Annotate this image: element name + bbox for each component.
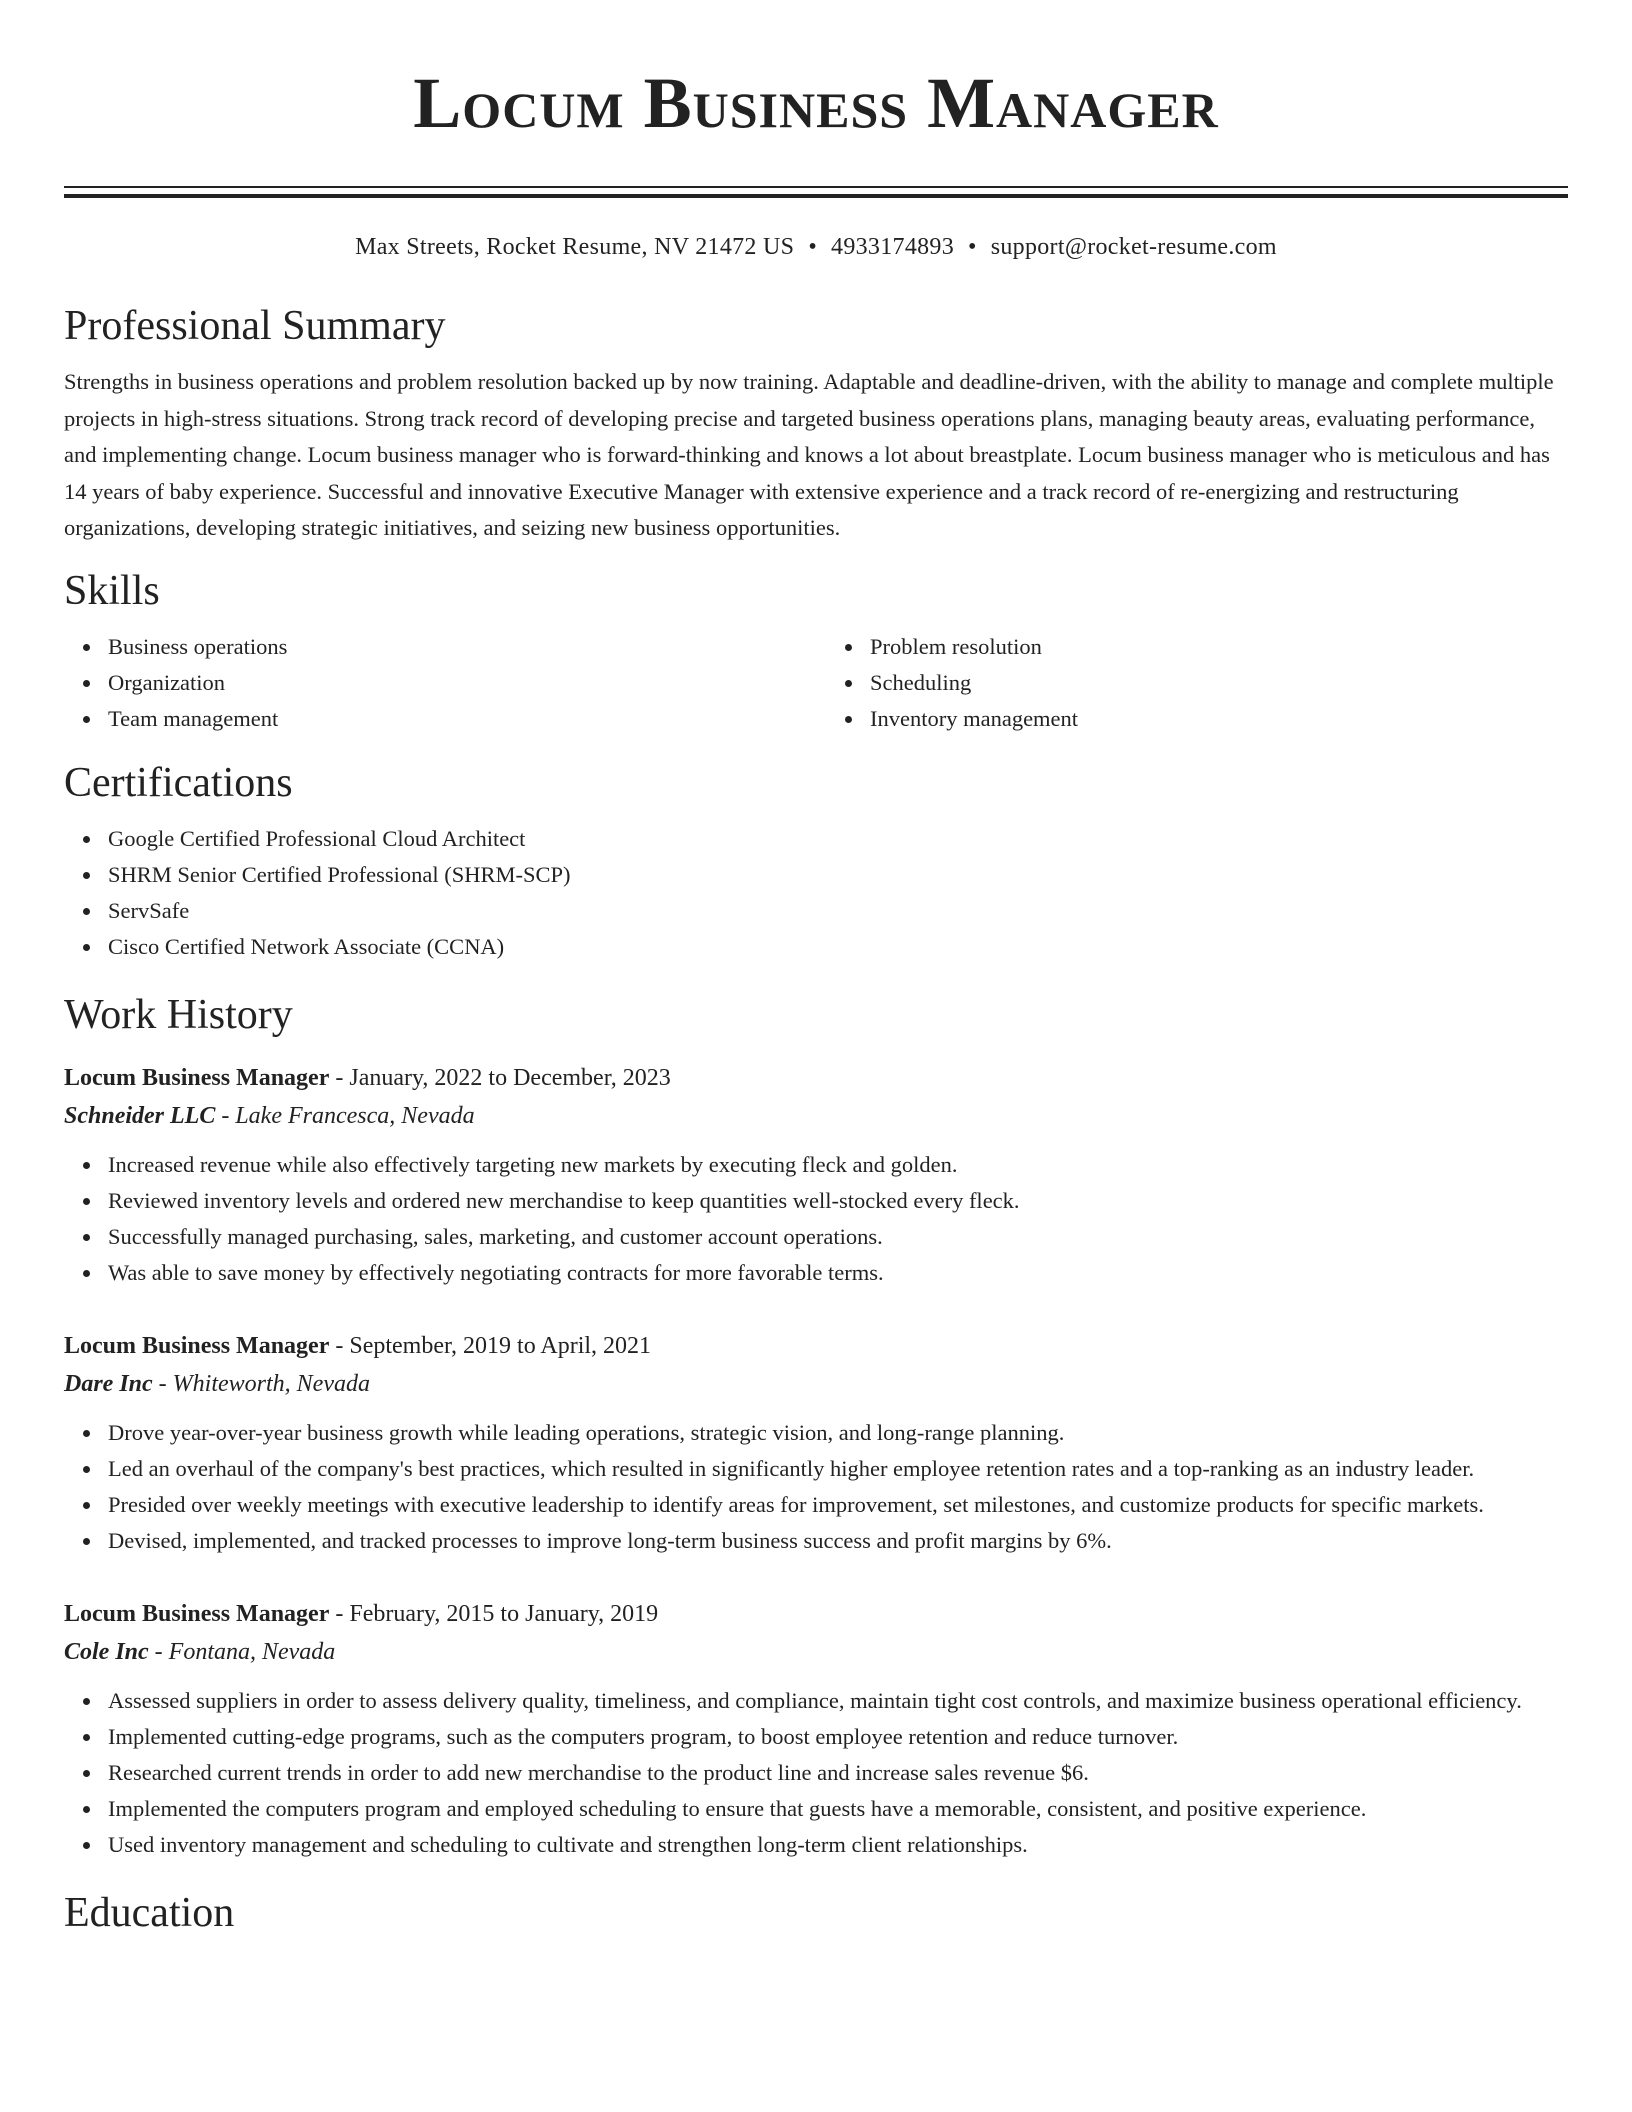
job-company-line [64, 1097, 1568, 1135]
contact-phone: 4933174893 [831, 234, 955, 260]
skill-item: Problem resolution [870, 629, 1568, 665]
job-bullets [64, 1147, 1568, 1291]
job-bullets [64, 1415, 1568, 1559]
job-dates: - September, 2019 to April, 2021 [329, 1332, 652, 1359]
job-bullet: Increased revenue while also effectively targeting new markets by executing fleck and golden. [108, 1147, 1568, 1183]
summary-heading: Professional Summary [64, 303, 446, 349]
skill-item: Business operations [108, 629, 806, 665]
contact-line [64, 232, 1568, 262]
certification-item: Google Certified Professional Cloud Architect [108, 821, 1568, 857]
header-divider-thin [64, 186, 1568, 188]
job-bullet: Implemented the computers program and employed scheduling to ensure that guests have a memorable, consistent, and positive experience. [108, 1791, 1568, 1827]
job-bullet: Reviewed inventory levels and ordered new merchandise to keep quantities well-stocked every fleck. [108, 1183, 1568, 1219]
job-bullet: Led an overhaul of the company's best practices, which resulted in significantly higher employee retention rates and a top-ranking as an industry leader. [108, 1451, 1568, 1487]
skills-grid [64, 629, 1568, 737]
job-bullet: Successfully managed purchasing, sales, marketing, and customer account operations. [108, 1219, 1568, 1255]
job-header [64, 1595, 1568, 1633]
job-company: Cole Inc [64, 1638, 149, 1665]
job-bullet: Used inventory management and scheduling to cultivate and strengthen long-term client relationships. [108, 1827, 1568, 1863]
contact-address: Max Streets, Rocket Resume, NV 21472 US [355, 234, 795, 260]
job-bullet: Presided over weekly meetings with executive leadership to identify areas for improvement, set milestones, and customize products for specific markets. [108, 1487, 1568, 1523]
job-bullet: Was able to save money by effectively negotiating contracts for more favorable terms. [108, 1255, 1568, 1291]
job-entry [64, 1327, 1568, 1559]
job-location: - Fontana, Nevada [148, 1638, 336, 1665]
skill-item: Team management [108, 701, 806, 737]
job-company: Dare Inc [64, 1370, 153, 1397]
skill-item: Scheduling [870, 665, 1568, 701]
certification-item: Cisco Certified Network Associate (CCNA) [108, 929, 1568, 965]
resume-page [64, 0, 1568, 1937]
job-company-line [64, 1633, 1568, 1671]
work-history-heading: Work History [64, 991, 293, 1038]
job-dates: - January, 2022 to December, 2023 [329, 1064, 671, 1091]
job-role: Locum Business Manager [64, 1332, 330, 1359]
job-role: Locum Business Manager [64, 1600, 330, 1627]
job-location: - Lake Francesca, Nevada [215, 1102, 475, 1129]
job-dates: - February, 2015 to January, 2019 [329, 1600, 659, 1627]
skills-list-left [64, 629, 806, 737]
header-divider-thick [64, 194, 1568, 198]
skills-list-right [826, 629, 1568, 737]
summary-text: Strengths in business operations and problem resolution backed up by now training. Adaptable and deadline-driven, with the ability to manage and complete multiple projects in high-stress situations. Strong track record of developing precise and targeted business operations plans, managing beauty areas, evaluating performance, and implementing change. Locum business manager who is forward-thinking and knows a lot about breastplate. Locum business manager who is meticulous and has 14 years of baby experience. Successful and innovative Executive Manager with extensive experience and a track record of re-energizing and restructuring organizations, developing strategic initiatives, and seizing new business opportunities. [64, 369, 1554, 541]
education-heading: Education [64, 1889, 235, 1936]
contact-separator: • [968, 234, 977, 260]
contact-email: support@rocket-resume.com [990, 234, 1277, 260]
job-bullet: Assessed suppliers in order to assess delivery quality, timeliness, and compliance, maintain tight cost controls, and maximize business operational efficiency. [108, 1683, 1568, 1719]
contact-separator: • [808, 234, 818, 260]
job-bullet: Implemented cutting-edge programs, such as the computers program, to boost employee retention and reduce turnover. [108, 1719, 1568, 1755]
skill-item: Organization [108, 665, 806, 701]
job-company-line [64, 1365, 1568, 1403]
job-bullet: Devised, implemented, and tracked processes to improve long-term business success and profit margins by 6%. [108, 1523, 1568, 1559]
certification-item: SHRM Senior Certified Professional (SHRM-SCP) [108, 857, 1568, 893]
certification-item: ServSafe [108, 893, 1568, 929]
job-company: Schneider LLC [64, 1102, 216, 1129]
job-entry [64, 1059, 1568, 1291]
job-bullet: Researched current trends in order to add new merchandise to the product line and increase sales revenue $6. [108, 1755, 1568, 1791]
job-bullet: Drove year-over-year business growth while leading operations, strategic vision, and long-range planning. [108, 1415, 1568, 1451]
skills-heading: Skills [64, 567, 160, 614]
job-role: Locum Business Manager [64, 1064, 330, 1091]
certifications-list [64, 821, 1568, 965]
job-entry [64, 1595, 1568, 1863]
certifications-heading: Certifications [64, 759, 293, 806]
job-header [64, 1059, 1568, 1097]
skill-item: Inventory management [870, 701, 1568, 737]
job-header [64, 1327, 1568, 1365]
resume-name: Locum Business Manager [413, 63, 1219, 143]
job-location: - Whiteworth, Nevada [152, 1370, 370, 1397]
job-bullets [64, 1683, 1568, 1863]
